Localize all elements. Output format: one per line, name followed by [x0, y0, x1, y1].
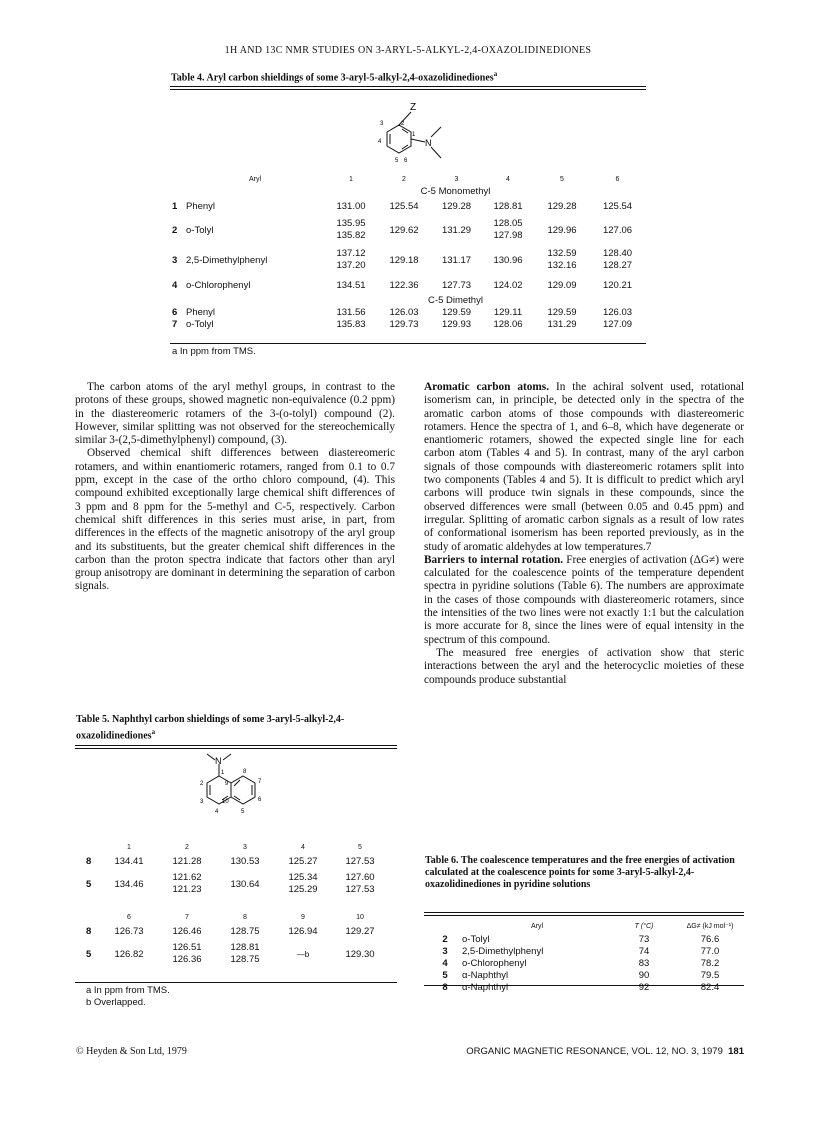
c3-label: 3 — [380, 121, 384, 127]
col-head: 1 — [349, 176, 353, 183]
c2-label: 2 — [200, 781, 204, 787]
table-row: 3 2,5-Dimethylphenyl 137.12 137.20 129.18 131.17 130.96 132.59 132.16 128.40 128.27 — [172, 248, 633, 271]
subhead-dimethyl: C-5 Dimethyl — [428, 295, 483, 306]
c6-label: 6 — [258, 797, 262, 803]
table-row: 1 Phenyl 131.00 125.54 129.28 128.81 129.28 125.54 — [172, 200, 633, 212]
page-number: 181 — [728, 1046, 744, 1057]
c8-label: 8 — [243, 769, 247, 775]
table-row: 8 126.73 126.46 128.75 126.94 129.27 — [86, 925, 375, 937]
col-head-temperature: T (°C) — [634, 922, 654, 930]
footnote: b Overlapped. — [86, 997, 146, 1008]
table4-top-rule — [170, 86, 646, 90]
table-row: 8 134.41 121.28 130.53 125.27 127.53 — [86, 855, 375, 867]
table5-header-row: 6 7 8 9 10 — [127, 914, 364, 921]
table6 — [428, 919, 744, 993]
table-row: 5 134.46 121.62 121.23 130.64 125.34 125.29 127.60 127.53 — [86, 872, 375, 895]
c9-label: 9 — [225, 781, 229, 787]
n-label: N — [425, 138, 432, 148]
paragraph: Observed chemical shift differences between diastereomeric rotamers, and within enantiomeric rotamers, ranged from 0.1 to 0.7 ppm, except in the case of the ortho chloro compound, (4). This compound exhibited exceptionally large chemical shift differences of 3 ppm and 8 ppm for the 5-methyl and C-5, respectively. Carbon chemical shift differences in this series must arise, in part, from differences in the effects of the magnetic anisotropy of the aryl group and its substituents, but the greater chemical shift differences in the carbon than the proton spectra indicate that factors other than aryl group anisotropy are dominant in determining the separation of carbon signals. — [75, 447, 395, 593]
c5-label: 5 — [395, 158, 399, 164]
table-row: 5 126.82 126.51 126.36 128.81 128.75 —b 129.30 — [86, 942, 375, 965]
table5-part2 — [86, 912, 388, 969]
paragraph: Aromatic carbon atoms. In the achiral solvent used, rotational isomerism can, in principle, be detected only in the spectra of the aromatic carbon atoms of those compounds with diastereomeric rotamers. Hence the spectra of 1, and 6–8, which have degenerate or enantiomeric rotamers, showed the expected single line for each carbon atom (Tables 4 and 5). In contrast, many of the aryl carbon signals of those compounds with diastereomeric rotamers split into two components (Tables 4 and 5). It is difficult to predict which aryl carbons will produce twin signals in these compounds, since the observed differences were small (between 0.05 and 0.45 ppm) and irregular. Splitting of aromatic carbon signals as a result of low rates of conformational isomerism has been reported previously, as in the study of aromatic aldehydes at low temperatures.7 — [424, 381, 744, 553]
table4-bottom-rule — [170, 343, 646, 344]
z-label: Z — [410, 102, 417, 113]
paragraph: The carbon atoms of the aryl methyl groups, in contrast to the protons of these groups, showed magnetic non-equivalence (0.2 ppm) in the diastereomeric rotamers of the 3-(o-tolyl) compound (2). However, similar splitting was not observed for the stereochemically similar 3-(2,5-dimethylphenyl) compound, (3). — [75, 381, 395, 447]
c4-label: 4 — [378, 139, 382, 145]
c2-label: 2 — [401, 121, 405, 127]
table5-structure-diagram — [185, 752, 295, 834]
table6-header-row — [428, 919, 744, 933]
section-heading: Barriers to internal rotation. — [424, 553, 564, 566]
paragraph: The measured free energies of activation show that steric interactions between the aryl and the heterocyclic moieties of these compounds produce substantial — [424, 646, 744, 686]
right-column-text — [424, 381, 744, 687]
col-head: 2 — [402, 176, 406, 183]
table-row: 7 o-Tolyl 135.83 129.73 129.93 128.06 131.29 127.09 — [172, 318, 633, 330]
table-row: 3 2,5-Dimethylphenyl 74 77.0 — [442, 945, 720, 957]
col-head: 5 — [560, 176, 564, 183]
footer-journal: ORGANIC MAGNETIC RESONANCE, VOL. 12, NO. 3, 1979 181 — [466, 1046, 744, 1057]
col-head-aryl: Aryl — [530, 922, 544, 930]
section-heading: Aromatic carbon atoms. — [424, 381, 550, 393]
footnote: a In ppm from TMS. — [86, 985, 170, 996]
subhead-monomethyl: C-5 Monomethyl — [420, 185, 491, 197]
c10-label: 10 — [222, 799, 229, 805]
running-header: 1H AND 13C NMR STUDIES ON 3-ARYL-5-ALKYL-2,4-OXAZOLIDINEDIONES — [224, 45, 592, 56]
table5-bottom-rule — [75, 982, 397, 983]
col-head-free-energy: ΔG≠ (kJ mol⁻¹) — [686, 923, 734, 930]
table-row: 8 α-Naphthyl 92 82.4 — [442, 981, 720, 993]
col-head: 6 — [615, 176, 620, 183]
table-row: 2 o-Tolyl 73 76.6 — [442, 933, 720, 945]
table4-header-row — [172, 174, 644, 185]
table5-header-row: 1 2 3 4 5 — [127, 844, 362, 851]
col-head: 3 — [454, 176, 459, 183]
c1-label: 1 — [221, 770, 225, 776]
table5-footnotes — [86, 985, 170, 1009]
table4-caption: Table 4. Aryl carbon shieldings of some 3-aryl-5-alkyl-2,4-oxazolidinediones$^a$ — [171, 70, 498, 84]
table4-structure-diagram — [355, 100, 465, 172]
table6-top-rule — [424, 912, 744, 916]
col-head-aryl: Aryl — [248, 176, 262, 183]
c6-label: 6 — [404, 158, 408, 164]
table5-part1 — [86, 842, 388, 899]
footer-copyright: © Heyden & Son Ltd, 1979 — [76, 1046, 187, 1057]
c3-label: 3 — [200, 799, 204, 805]
n-label: N — [215, 756, 222, 766]
left-column-text — [75, 381, 395, 594]
table-row: 4 o-Chlorophenyl 83 78.2 — [442, 957, 720, 969]
c7-label: 7 — [258, 779, 262, 785]
table4-footnote: a In ppm from TMS. — [172, 346, 256, 357]
table-row: 2 o-Tolyl 135.95 135.82 129.62 131.29 128.05 127.98 129.96 127.06 — [172, 218, 633, 241]
table-row: 6 Phenyl 131.56 126.03 129.59 129.11 129.59 126.03 — [172, 306, 633, 318]
table4 — [172, 174, 644, 330]
table6-caption: Table 6. The coalescence temperatures and the free energies of activation calculated at the coalescence points for some 3-aryl-5-alkyl-2,4-oxazolidinediones in pyridine solutions — [425, 855, 735, 890]
c5-label: 5 — [241, 809, 245, 815]
c4-label: 4 — [215, 809, 219, 815]
table5-top-rule — [75, 745, 397, 749]
table5-caption: Table 5. Naphthyl carbon shieldings of some 3-aryl-5-alkyl-2,4-oxazolidinediones$^a$ — [76, 714, 345, 742]
c1-label: 1 — [412, 132, 416, 138]
paragraph: Barriers to internal rotation. Free energies of activation (ΔG≠) were calculated for the coalescence points of the temperature dependent spectra in pyridine solutions (Table 6). The numbers are approximate in the cases of those compounds with diastereomeric rotamers, since the intensities of the two lines were not exactly 1:1 but the calculation is more accurate for 8, since the lines were of equal intensity in the spectrum of this compound. — [424, 553, 744, 646]
table-row: 4 o-Chlorophenyl 134.51 122.36 127.73 124.02 129.09 120.21 — [172, 279, 633, 291]
table6-bottom-rule — [424, 985, 744, 986]
col-head: 4 — [506, 176, 510, 183]
table-row: 5 α-Naphthyl 90 79.5 — [442, 969, 720, 981]
